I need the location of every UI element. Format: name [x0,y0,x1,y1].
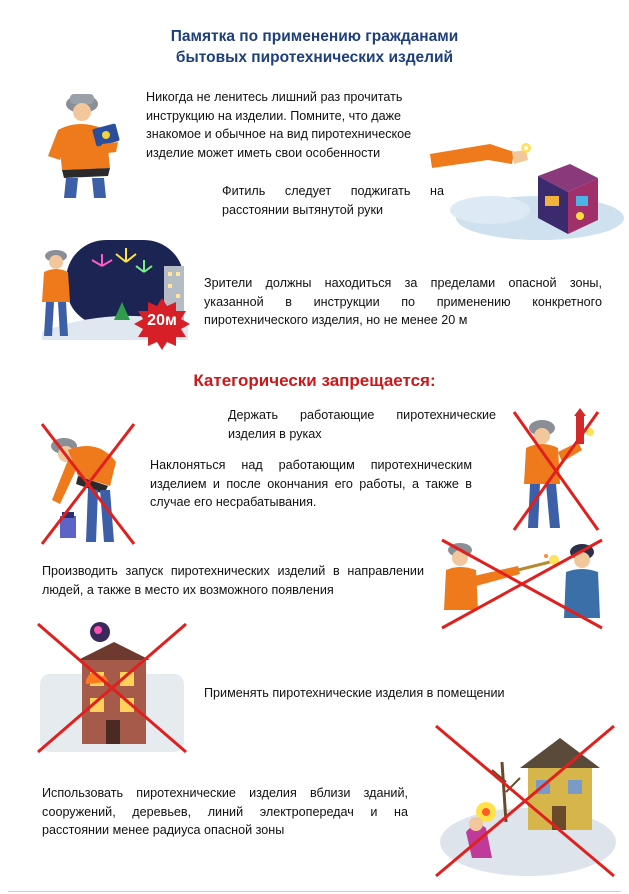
leaning-over-text: Наклоняться над работающим пиротехническим изделием и после окончания его работы, а также в случае его несрабатывания. [150,458,472,509]
leaning-over-firework-illustration [38,420,138,548]
man-reading-instructions-illustration [36,86,136,198]
holding-rocket-illustration [508,408,604,534]
fireworks-near-house-illustration [432,722,618,880]
aim-at-people-text: Производить запуск пиротехнических изделий в направлении людей, а также в место их возможного появления [42,564,424,597]
prohibited-heading: Категорически запрещается: [193,371,436,390]
burning-building-illustration [34,620,190,756]
distance-badge-label: 20м [147,312,177,329]
safe-zone-text: Зрители должны находиться за пределами опасной зоны, указанной в инструкции по применению конкретного пиротехнического изделия, но не менее 20 м [204,276,602,327]
page-title [0,26,629,68]
fuse-distance-text: Фитиль следует поджигать на расстоянии вытянутой руки [222,184,444,217]
title-line-1: Памятка по применению гражданами [170,28,459,45]
indoor-use-text: Применять пиротехнические изделия в помещении [204,686,505,700]
near-buildings-text: Использовать пиротехнические изделия вблизи зданий, сооружений, деревьев, линий электропередач и на расстоянии менее радиуса опасной зоны [42,786,408,837]
page-bottom-border [8,891,621,892]
hold-in-hands-text: Держать работающие пиротехнические изделия в руках [228,408,496,441]
aiming-at-person-illustration [438,536,606,632]
title-line-2: бытовых пиротехнических изделий [175,49,454,66]
instruction-reading-text: Никогда не ленитесь лишний раз прочитать инструкцию на изделии. Помните, что даже знакомое и обычное на вид пиротехническое изделие может иметь свои особенности [146,90,412,160]
lighting-fuse-illustration [430,130,626,242]
